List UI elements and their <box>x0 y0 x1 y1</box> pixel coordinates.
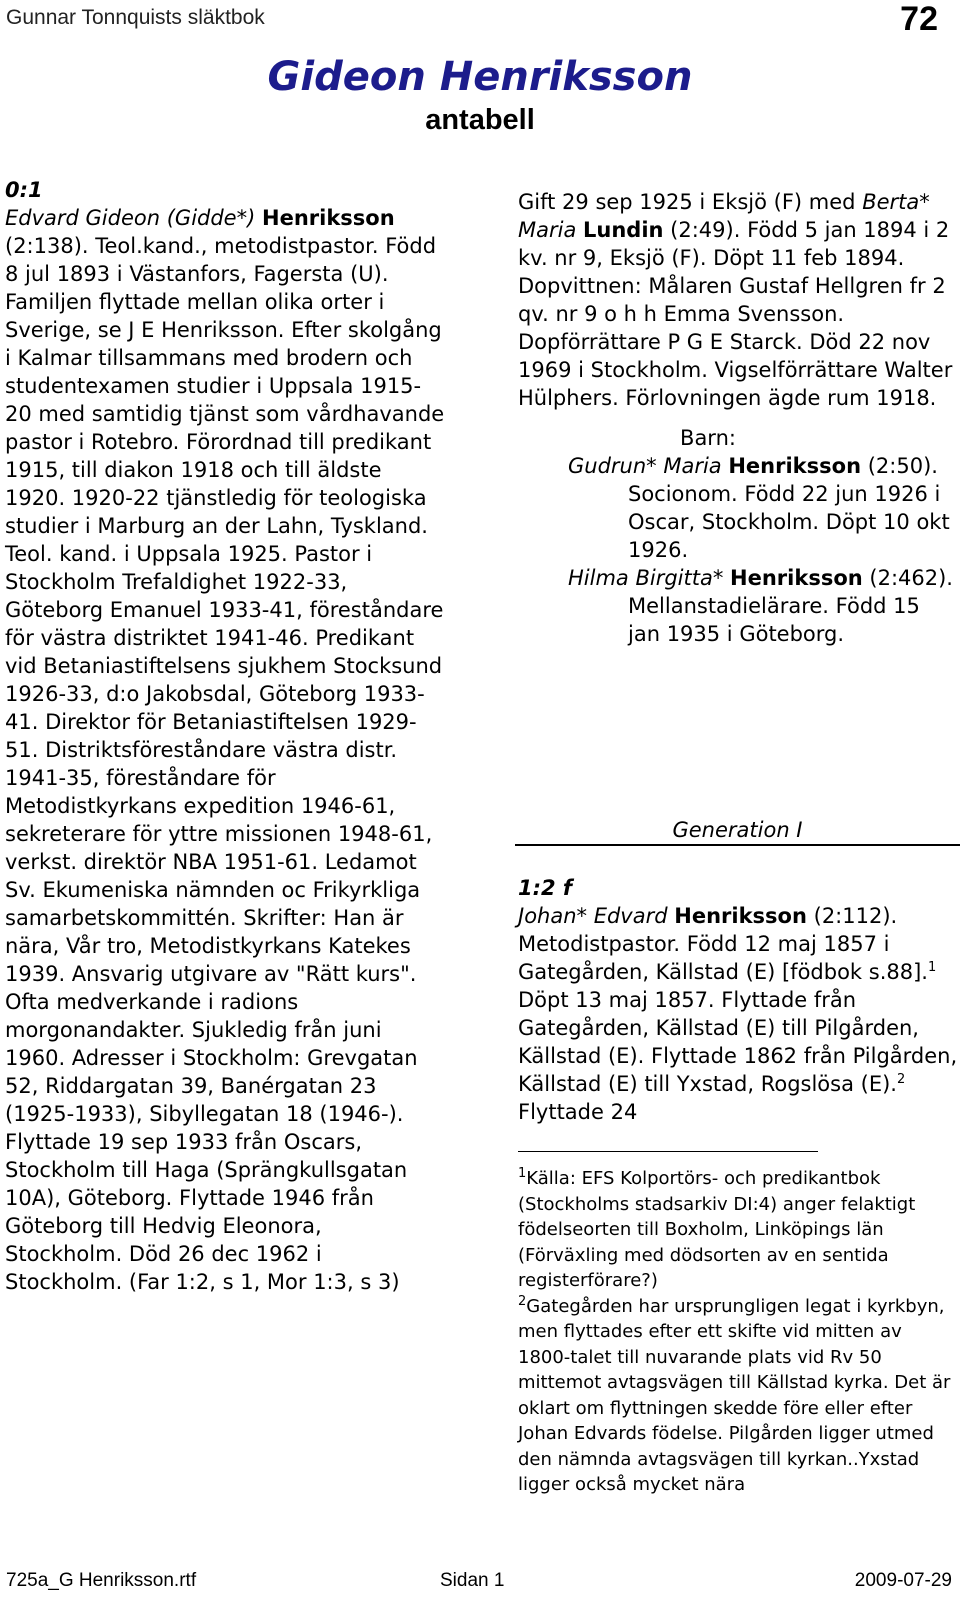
page-subtitle: antabell <box>425 104 535 136</box>
child-last-name: Henriksson <box>730 566 863 590</box>
person-biography-part: (2:112). Metodistpastor. Född 12 maj 1857 i Gategården, Källstad (E) [födbok s.88]. <box>518 904 928 984</box>
page-number: 72 <box>900 0 938 38</box>
entry-text <box>518 902 958 1126</box>
list-item <box>568 564 958 648</box>
footer-page: Sidan 1 <box>440 1570 505 1591</box>
marriage-intro: Gift 29 sep 1925 i Eksjö (F) med <box>518 190 856 214</box>
person-biography-part: Flyttade 24 <box>518 1100 638 1124</box>
running-header: Gunnar Tonnquists släktbok <box>6 6 265 29</box>
footnote-mark: 2 <box>518 1293 527 1309</box>
person-first-name: Johan* Edvard <box>518 904 668 928</box>
child-last-name: Henriksson <box>728 454 862 478</box>
child-first-name: Hilma Birgitta* <box>568 566 724 590</box>
spouse-last-name: Lundin <box>583 218 664 242</box>
children-heading: Barn: <box>680 426 736 450</box>
spouse-first-name: Berta* Maria <box>518 190 930 242</box>
footnote <box>518 1166 958 1294</box>
person-first-name: Edvard Gideon (Gidde*) <box>5 206 256 230</box>
person-biography-part: Döpt 13 maj 1857. Flyttade från Gategården, Källstad (E) till Pilgården, Källstad (E). Flyttade 1862 från Pilgården, Källstad (E) till Yxstad, Rogslösa (E). <box>518 988 958 1096</box>
generation-heading: Generation I <box>515 818 960 846</box>
entry-label: 0:1 <box>5 178 43 202</box>
spouse-biography: (2:49). Född 5 jan 1894 i 2 kv. nr 9, Eksjö (F). Döpt 11 feb 1894. Dopvittnen: Målaren Gustaf Hellgren fr 2 qv. nr 9 o h h Emma Svensson. Dopförrättare P G E Starck. Död 22 nov 1969 i Stockholm. Vigselförrättare Walter Hülphers. Förlovningen ägde rum 1918. <box>518 218 953 410</box>
person-entry-1-2 <box>518 874 958 1126</box>
footnote <box>518 1294 958 1498</box>
footnote-text: Källa: EFS Kolportörs- och predikantbok (Stockholms stadsarkiv DI:4) anger felaktigt födelseorten till Boxholm, Linköpings län (Förväxling med dödsorten av en sentida registerförare?) <box>518 1168 916 1291</box>
child-details: (2:462). Mellanstadielärare. Född 15 jan 1935 i Göteborg. <box>628 566 953 646</box>
child-first-name: Gudrun* Maria <box>568 454 722 478</box>
child-details: (2:50). Socionom. Född 22 jun 1926 i Oscar, Stockholm. Döpt 10 okt 1926. <box>628 454 950 562</box>
list-item <box>568 452 958 564</box>
footnote-ref[interactable]: 2 <box>896 1072 906 1087</box>
footnote-mark: 1 <box>518 1166 527 1181</box>
person-biography: (2:138). Teol.kand., metodistpastor. Född 8 jul 1893 i Västanfors, Fagersta (U). Familjen flyttade mellan olika orter i Sverige, se J E Henriksson. Efter skolgång i Kalmar tillsammans med brodern och studentexamen studier i Uppsala 1915-20 med samtidig tjänst som vårdhavande pastor i Rotebro. Förordnad till predikant 1915, till diakon 1918 och till äldste 1920. 1920-22 tjänstledig för teologiska studier i Marburg an der Lahn, Tyskland. Teol. kand. i Uppsala 1925. Pastor i Stockholm Trefaldighet 1922-33, Göteborg Emanuel 1933-41, föreståndare för västra distriktet 1941-46. Predikant vid Betaniastiftelsens sjukhem Stocksund 1926-33, d:o Jakobsdal, Göteborg 1933-41. Direktor för Betaniastiftelsen 1929-51. Distriktsföreståndare västra distr. 1941-35, föreståndare för Metodistkyrkans expedition 1946-61, sekreterare för yttre missionen 1948-61, verkst. direktör NBA 1951-61. Ledamot Sv. Ekumeniska nämnden oc Frikyrkliga samarbetskommittén. Skrifter: Han är nära, Vår tro, Metodistkyrkans Katekes 1939. Ansvarig utgivare av "Rätt kurs". Ofta medverkande i radions morgonandakter. Sjukledig från juni 1960. Adresser i Stockholm: Grevgatan 52, Riddargatan 39, Banérgatan 23 (1925-1933), Sibyllegatan 18 (1946-). Flyttade 19 sep 1933 från Oscars, Stockholm till Haga (Sprängkullsgatan 10A), Göteborg. Flyttade 1946 från Göteborg till Hedvig Eleonora, Stockholm. Död 26 dec 1962 i Stockholm. (Far 1:2, s 1, Mor 1:3, s 3) <box>5 234 445 1294</box>
children-list <box>568 452 958 648</box>
marriage-section <box>518 188 958 648</box>
entry-text <box>5 204 445 1296</box>
person-last-name: Henriksson <box>262 206 395 230</box>
footnote-divider <box>518 1151 818 1152</box>
footer-filename: 725a_G Henriksson.rtf <box>6 1570 197 1591</box>
page-title: Gideon Henriksson <box>267 54 693 100</box>
footnote-ref[interactable]: 1 <box>927 960 937 975</box>
person-last-name: Henriksson <box>674 904 807 928</box>
marriage-text <box>518 188 958 412</box>
entry-label: 1:2 f <box>518 876 573 900</box>
person-entry-0-1 <box>5 176 445 1296</box>
footnotes <box>518 1166 958 1498</box>
footnote-text: Gategården har ursprungligen legat i kyrkbyn, men flyttades efter ett skifte vid mitten av 1800-talet till nuvarande plats vid Rv 50 mittemot avtagsvägen till Källstad kyrka. Det är oklart om flyttningen skedde före eller efter Johan Edvards födelse. Pilgården ligger utmed den nämnda avtagsvägen till kyrkan..Yxstad ligger också mycket nära <box>518 1295 951 1495</box>
footer-date: 2009-07-29 <box>854 1570 952 1591</box>
